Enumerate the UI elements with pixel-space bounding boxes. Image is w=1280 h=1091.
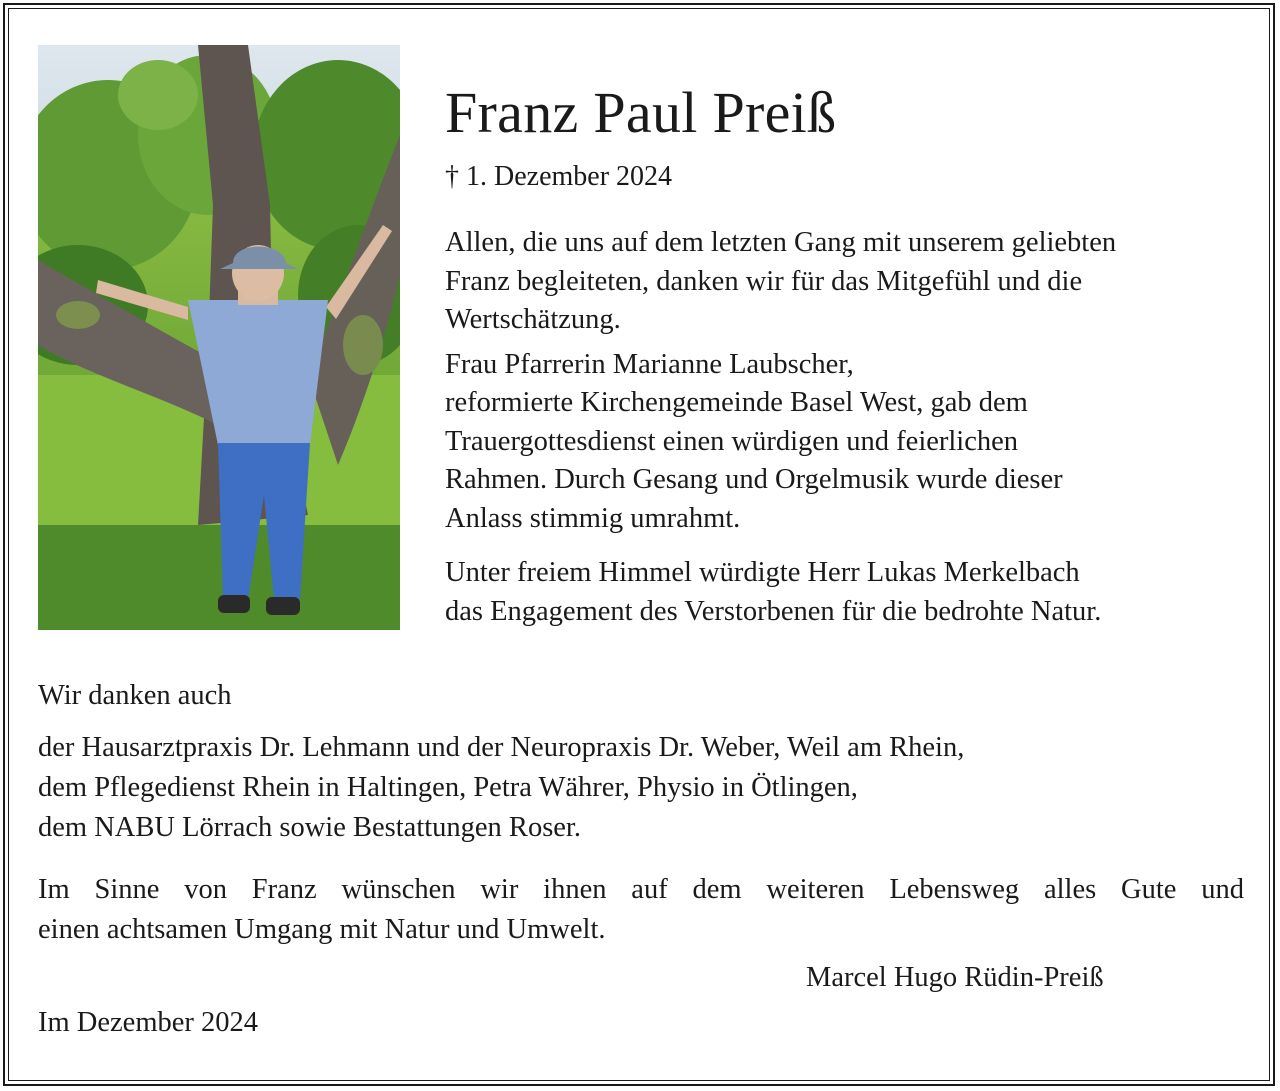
text-line: Frau Pfarrerin Marianne Laubscher, bbox=[445, 348, 854, 380]
text-line: Trauergottesdienst einen würdigen und feierlichen bbox=[445, 425, 1019, 457]
place-date: Im Dezember 2024 bbox=[38, 1007, 258, 1038]
closing-wish bbox=[38, 870, 1244, 950]
text-line: reformierte Kirchengemeinde Basel West, gab dem bbox=[445, 387, 1028, 418]
header-column bbox=[445, 78, 1245, 631]
text-line: Unter freiem Himmel würdigte Herr Lukas Merkelbach bbox=[445, 557, 1080, 588]
signature: Marcel Hugo Rüdin-Preiß bbox=[806, 962, 1104, 993]
deceased-name: Franz Paul Preiß bbox=[445, 80, 837, 145]
death-date: † 1. Dezember 2024 bbox=[445, 161, 673, 192]
text-line: Anlass stimmig umrahmt. bbox=[445, 502, 741, 534]
text-line: Allen, die uns auf dem letzten Gang mit unserem geliebten bbox=[445, 227, 1117, 258]
text-line: das Engagement des Verstorbenen für die bedrohte Natur. bbox=[445, 595, 1102, 627]
portrait-photo bbox=[38, 45, 400, 630]
list-item: dem Pflegedienst Rhein in Haltingen, Petra Währer, Physio in Ötlingen, bbox=[38, 772, 858, 803]
gratitude-paragraph bbox=[445, 224, 1245, 340]
tribute-paragraph bbox=[445, 554, 1245, 631]
photo-illustration bbox=[38, 45, 400, 630]
list-item: der Hausarztpraxis Dr. Lehmann und der Neuropraxis Dr. Weber, Weil am Rhein, bbox=[38, 732, 965, 763]
thanks-list bbox=[38, 728, 1244, 848]
text-line: Im Sinne von Franz wünschen wir ihnen auf dem weiteren Lebensweg alles Gute und bbox=[38, 874, 1244, 905]
text-line: Rahmen. Durch Gesang und Orgelmusik wurde dieser bbox=[445, 464, 1063, 495]
text-line: Franz begleiteten, danken wir für das Mitgefühl und die bbox=[445, 265, 1083, 297]
text-line: Wertschätzung. bbox=[445, 304, 621, 335]
thanks-heading: Wir danken auch bbox=[38, 680, 232, 711]
service-paragraph bbox=[445, 346, 1245, 539]
list-item: dem NABU Lörrach sowie Bestattungen Roser. bbox=[38, 812, 581, 843]
text-line: einen achtsamen Umgang mit Natur und Umwelt. bbox=[38, 914, 606, 945]
